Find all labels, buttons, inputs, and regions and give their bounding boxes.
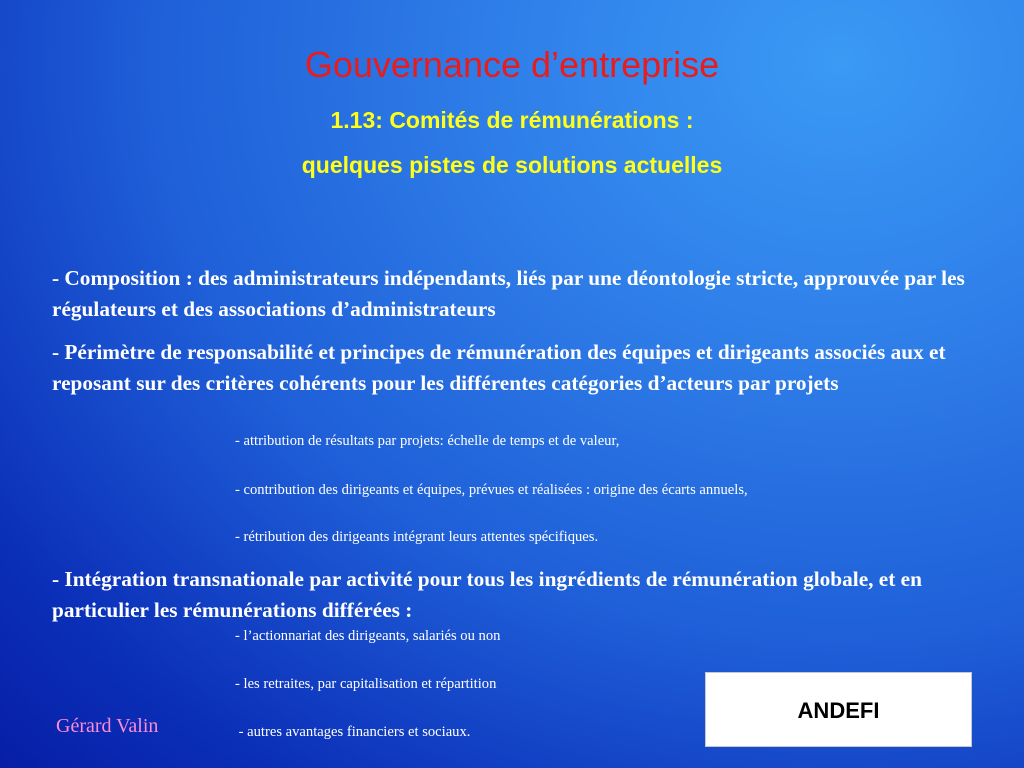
sub-item-avantages: - autres avantages financiers et sociaux.	[235, 724, 471, 740]
slide-subtitle-line-2: quelques pistes de solutions actuelles	[301, 152, 723, 178]
bullet-perimetre: - Périmètre de responsabilité et principes de rémunération des équipes et dirigeants associés aux et reposant sur des critères cohérents pour les différentes catégories d’acteurs par projets	[52, 340, 946, 395]
bullet-integration: - Intégration transnationale par activité pour tous les ingrédients de rémunération globale, et en particulier les rémunérations différées :	[52, 567, 922, 622]
sub-item-actionnariat: - l’actionnariat des dirigeants, salariés ou non	[235, 628, 501, 644]
slide-title: Gouvernance d’entreprise	[304, 44, 720, 85]
sub-item-retribution: - rétribution des dirigeants intégrant leurs attentes spécifiques.	[235, 529, 599, 545]
bullet-composition: - Composition : des administrateurs indépendants, liés par une déontologie stricte, approuvée par les régulateurs et des associations d’administrateurs	[52, 266, 965, 321]
sub-item-contribution: - contribution des dirigeants et équipes, prévues et réalisées : origine des écarts annuels,	[235, 482, 748, 498]
author-name: Gérard Valin	[56, 715, 159, 737]
slide-subtitle-line-1: 1.13: Comités de rémunérations :	[330, 107, 694, 133]
andefi-logo-text: ANDEFI	[797, 698, 880, 723]
andefi-logo-box	[705, 672, 972, 747]
sub-item-retraites: - les retraites, par capitalisation et répartition	[235, 676, 497, 692]
sub-item-attribution: - attribution de résultats par projets: échelle de temps et de valeur,	[235, 433, 620, 449]
